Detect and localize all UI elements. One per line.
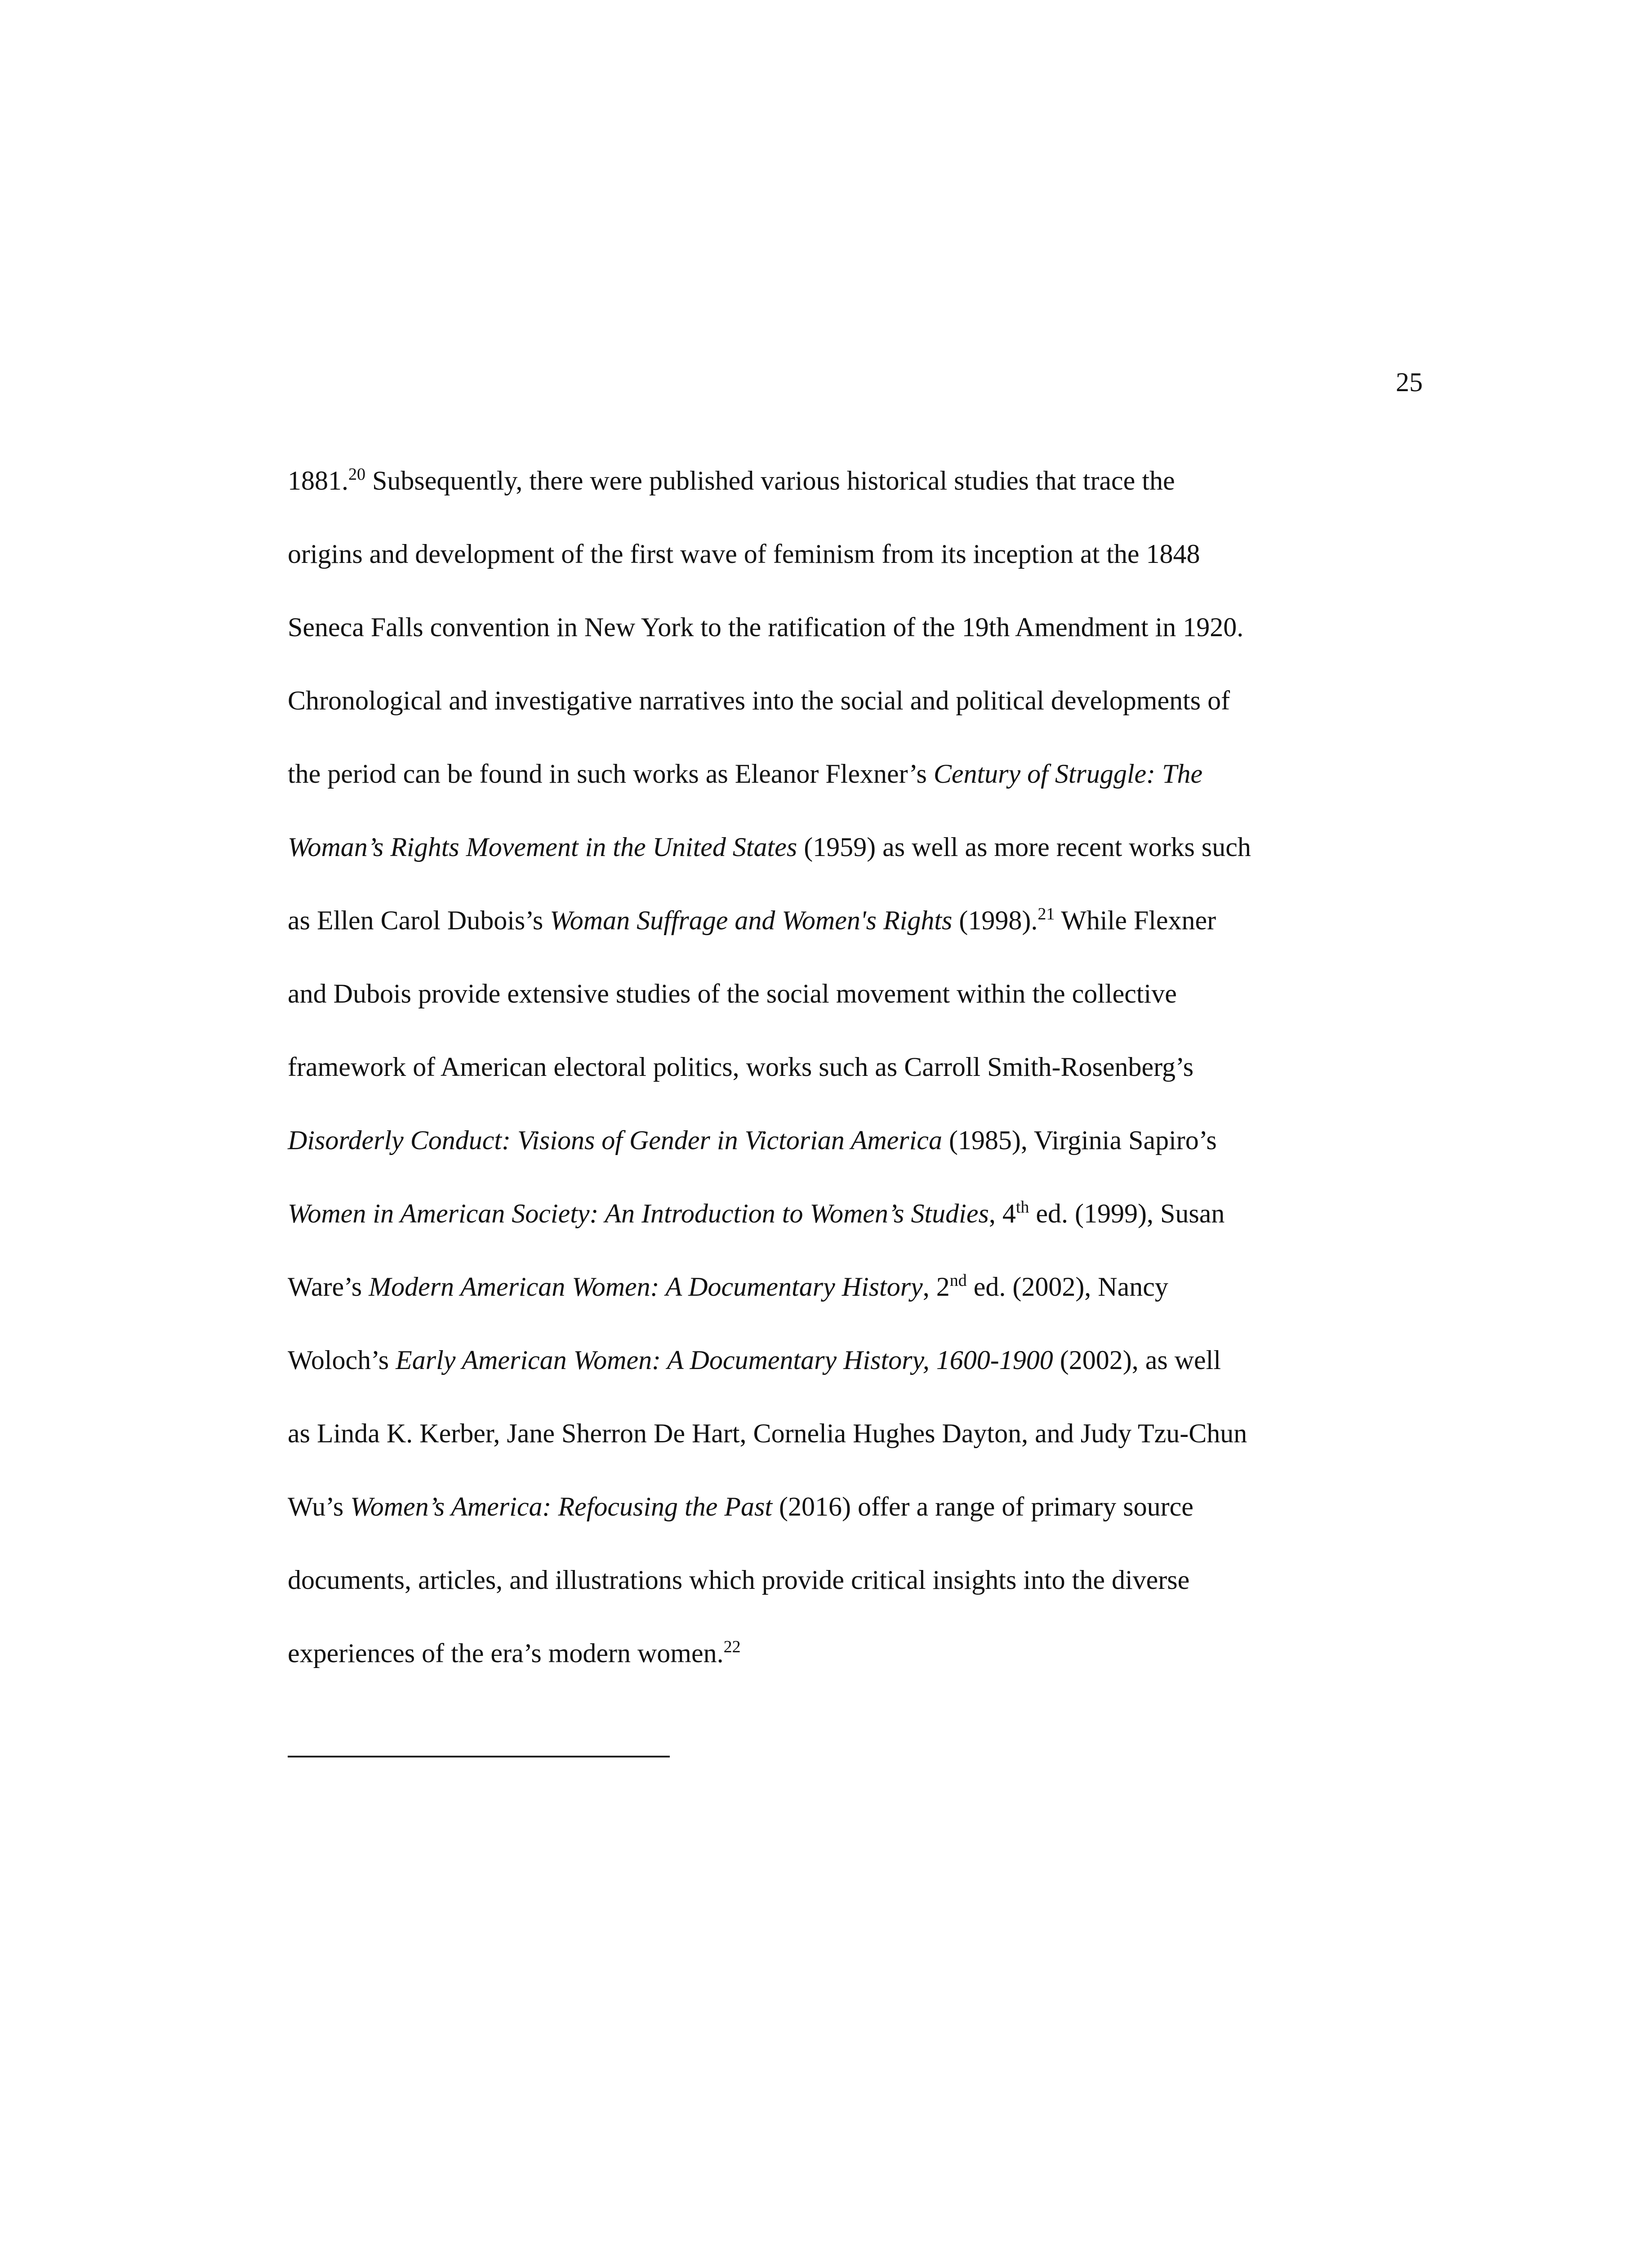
italic-title: Century of Struggle: The: [933, 759, 1203, 789]
text-run: as Linda K. Kerber, Jane Sherron De Hart, Cornelia Hughes Dayton, and Judy Tzu-Chun: [288, 1418, 1247, 1448]
text-run: ed. (1999), Susan: [1029, 1199, 1225, 1228]
text-line: [288, 1177, 1420, 1250]
text-run: the period can be found in such works as Eleanor Flexner’s: [288, 759, 934, 789]
text-run: experiences of the era’s modern women.: [288, 1638, 724, 1668]
text-run: Wu’s: [288, 1492, 351, 1521]
text-run: as Ellen Carol Dubois’s: [288, 905, 550, 935]
italic-title: Early American Women: A Documentary History, 1600-1900: [396, 1345, 1053, 1375]
text-run: , 2: [922, 1272, 950, 1302]
page-number: 25: [1396, 367, 1423, 397]
text-line: [288, 1104, 1420, 1177]
text-run: (1985), Virginia Sapiro’s: [942, 1125, 1217, 1155]
text-line: [288, 444, 1420, 517]
text-line: [288, 1324, 1420, 1397]
text-line: [288, 664, 1420, 737]
italic-title: Disorderly Conduct: Visions of Gender in Victorian America: [288, 1125, 942, 1155]
text-run: Woloch’s: [288, 1345, 396, 1375]
text-run: , 4: [989, 1199, 1016, 1228]
body-paragraph: [288, 444, 1420, 1690]
text-line: [288, 737, 1420, 811]
text-line: [288, 1470, 1420, 1543]
footnote-reference: 21: [1038, 905, 1055, 923]
italic-title: Women in American Society: An Introduction to Women’s Studies: [288, 1199, 989, 1228]
footnote-reference: nd: [949, 1271, 967, 1290]
italic-title: Woman’s Rights Movement in the United States: [288, 832, 797, 862]
text-run: (1998).: [952, 905, 1038, 935]
text-run: (2002), as well: [1053, 1345, 1221, 1375]
italic-title: Women’s America: Refocusing the Past: [350, 1492, 773, 1521]
text-line: [288, 1397, 1420, 1470]
text-run: 1881.: [288, 466, 348, 495]
text-run: ed. (2002), Nancy: [966, 1272, 1168, 1302]
footnote-reference: 20: [348, 465, 365, 484]
italic-title: Woman Suffrage and Women's Rights: [550, 905, 953, 935]
footnote-reference: th: [1015, 1198, 1029, 1217]
text-run: framework of American electoral politics, works such as Carroll Smith-Rosenberg’s: [288, 1052, 1194, 1082]
text-run: (1959) as well as more recent works such: [797, 832, 1251, 862]
text-run: Seneca Falls convention in New York to the ratification of the 19th Amendment in 1920.: [288, 612, 1244, 642]
footnote-separator: [288, 1756, 670, 1757]
text-run: Subsequently, there were published various historical studies that trace the: [365, 466, 1175, 495]
text-run: documents, articles, and illustrations which provide critical insights into the diverse: [288, 1565, 1190, 1595]
italic-title: Modern American Women: A Documentary History: [369, 1272, 923, 1302]
text-line: [288, 1250, 1420, 1324]
text-line: [288, 517, 1420, 591]
text-run: (2016) offer a range of primary source: [772, 1492, 1193, 1521]
text-line: [288, 1617, 1420, 1690]
text-run: and Dubois provide extensive studies of the social movement within the collective: [288, 979, 1177, 1008]
text-line: [288, 884, 1420, 957]
text-line: [288, 811, 1420, 884]
text-run: Ware’s: [288, 1272, 369, 1302]
text-run: While Flexner: [1055, 905, 1216, 935]
text-line: [288, 591, 1420, 664]
text-line: [288, 957, 1420, 1030]
text-line: [288, 1030, 1420, 1104]
text-run: origins and development of the first wave of feminism from its inception at the 1848: [288, 539, 1200, 569]
footnote-reference: 22: [723, 1637, 741, 1656]
text-line: [288, 1543, 1420, 1617]
text-run: Chronological and investigative narratives into the social and political developments of: [288, 686, 1230, 715]
